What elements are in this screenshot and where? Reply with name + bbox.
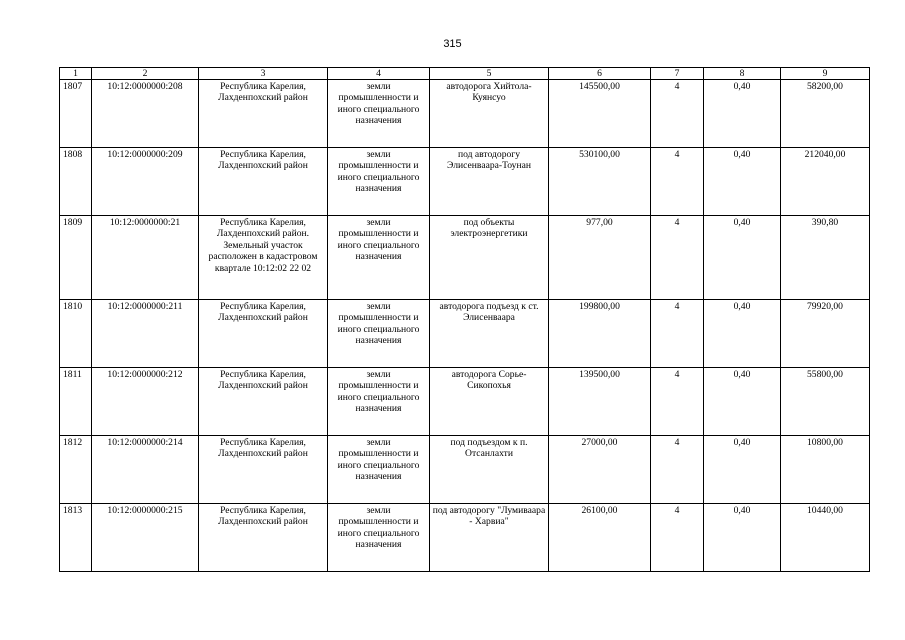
land-category: земли промышленности и иного специального назначения	[328, 368, 430, 436]
location: Республика Карелия, Лахденпохский район	[199, 300, 328, 368]
land-plot-table	[59, 67, 870, 572]
permitted-use: автодорога подъезд к ст. Элисенваара	[430, 300, 549, 368]
table-row	[60, 300, 870, 368]
location: Республика Карелия, Лахденпохский район	[199, 436, 328, 504]
land-category: земли промышленности и иного специального назначения	[328, 300, 430, 368]
cadastral-value: 58200,00	[781, 80, 870, 148]
permitted-use: под автодорогу "Лумиваара - Харвиа"	[430, 504, 549, 572]
land-category: земли промышленности и иного специального назначения	[328, 80, 430, 148]
header-row	[60, 68, 870, 80]
column-header: 5	[430, 68, 549, 80]
location: Республика Карелия, Лахденпохский район	[199, 148, 328, 216]
coefficient: 0,40	[704, 148, 781, 216]
land-category: земли промышленности и иного специального назначения	[328, 216, 430, 300]
location: Республика Карелия, Лахденпохский район	[199, 80, 328, 148]
cadastral-value: 390,80	[781, 216, 870, 300]
area: 145500,00	[549, 80, 651, 148]
cadastral-value: 10440,00	[781, 504, 870, 572]
coefficient: 0,40	[704, 504, 781, 572]
location: Республика Карелия, Лахденпохский район	[199, 368, 328, 436]
coefficient: 0,40	[704, 80, 781, 148]
permitted-use: под объекты электроэнергетики	[430, 216, 549, 300]
coefficient: 0,40	[704, 436, 781, 504]
location: Республика Карелия, Лахденпохский район	[199, 504, 328, 572]
cadastral-number: 10:12:0000000:214	[92, 436, 199, 504]
area: 199800,00	[549, 300, 651, 368]
column-header: 3	[199, 68, 328, 80]
cadastral-value: 55800,00	[781, 368, 870, 436]
cadastral-number: 10:12:0000000:211	[92, 300, 199, 368]
rate-group: 4	[651, 436, 704, 504]
table-row	[60, 80, 870, 148]
cadastral-number: 10:12:0000000:215	[92, 504, 199, 572]
land-category: земли промышленности и иного специального назначения	[328, 148, 430, 216]
row-number: 1808	[60, 148, 92, 216]
coefficient: 0,40	[704, 216, 781, 300]
cadastral-value: 79920,00	[781, 300, 870, 368]
column-header: 8	[704, 68, 781, 80]
table-row	[60, 148, 870, 216]
land-category: земли промышленности и иного специального назначения	[328, 504, 430, 572]
area: 26100,00	[549, 504, 651, 572]
land-category: земли промышленности и иного специального назначения	[328, 436, 430, 504]
permitted-use: автодорога Сорье-Сикопохья	[430, 368, 549, 436]
coefficient: 0,40	[704, 368, 781, 436]
row-number: 1810	[60, 300, 92, 368]
page-number: 315	[443, 38, 462, 50]
rate-group: 4	[651, 504, 704, 572]
column-header: 2	[92, 68, 199, 80]
cadastral-value: 212040,00	[781, 148, 870, 216]
permitted-use: автодорога Хийтола-Куянсуо	[430, 80, 549, 148]
row-number: 1811	[60, 368, 92, 436]
table-row	[60, 368, 870, 436]
row-number: 1809	[60, 216, 92, 300]
area: 530100,00	[549, 148, 651, 216]
permitted-use: под автодорогу Элисенваара-Тоунан	[430, 148, 549, 216]
cadastral-number: 10:12:0000000:208	[92, 80, 199, 148]
table-row	[60, 436, 870, 504]
row-number: 1813	[60, 504, 92, 572]
column-header: 6	[549, 68, 651, 80]
column-header: 7	[651, 68, 704, 80]
row-number: 1812	[60, 436, 92, 504]
rate-group: 4	[651, 80, 704, 148]
cadastral-value: 10800,00	[781, 436, 870, 504]
cadastral-number: 10:12:0000000:21	[92, 216, 199, 300]
column-header: 4	[328, 68, 430, 80]
table-row	[60, 216, 870, 300]
location: Республика Карелия, Лахденпохский район. Земельный участок расположен в кадастровом квартале 10:12:02 22 02	[199, 216, 328, 300]
area: 27000,00	[549, 436, 651, 504]
area: 977,00	[549, 216, 651, 300]
rate-group: 4	[651, 300, 704, 368]
permitted-use: под подъездом к п. Отсанлахти	[430, 436, 549, 504]
rate-group: 4	[651, 148, 704, 216]
table-row	[60, 504, 870, 572]
row-number: 1807	[60, 80, 92, 148]
rate-group: 4	[651, 368, 704, 436]
column-header: 1	[60, 68, 92, 80]
column-header: 9	[781, 68, 870, 80]
cadastral-number: 10:12:0000000:212	[92, 368, 199, 436]
cadastral-number: 10:12:0000000:209	[92, 148, 199, 216]
rate-group: 4	[651, 216, 704, 300]
area: 139500,00	[549, 368, 651, 436]
coefficient: 0,40	[704, 300, 781, 368]
